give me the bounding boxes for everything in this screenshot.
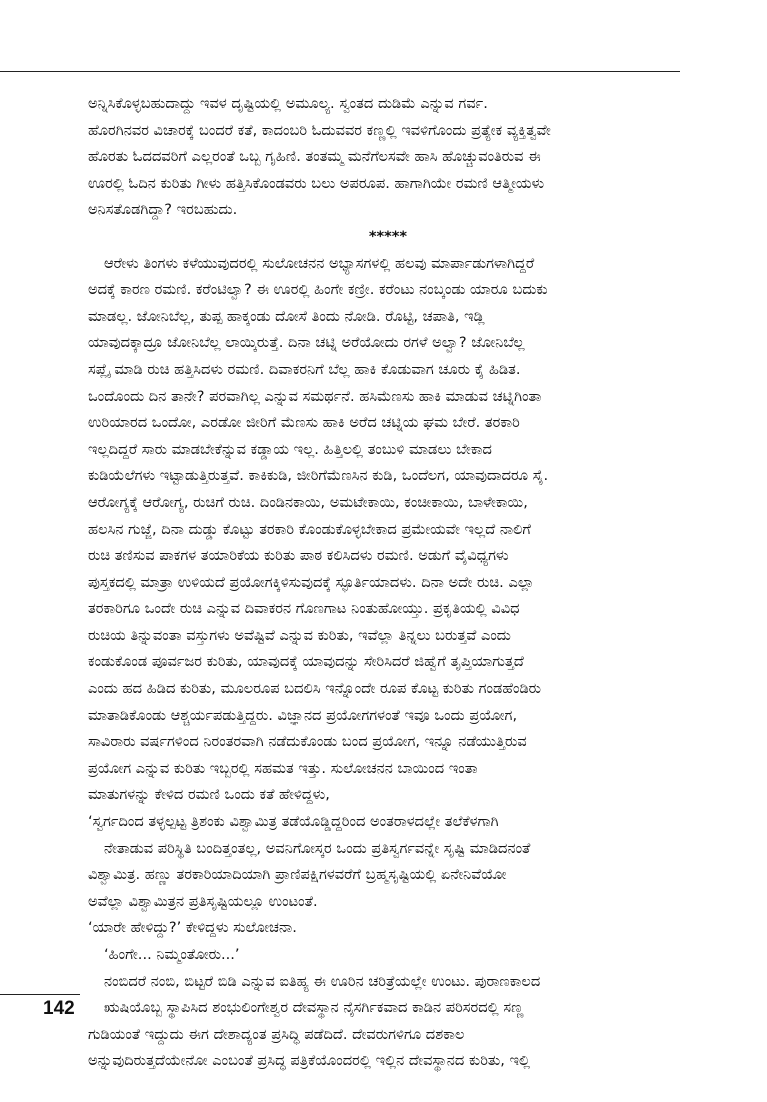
text-line: ಕುಡಿಯೆಲೆಗಳು ಇಟ್ಟಾಡುತ್ತಿರುತ್ತವೆ. ಕಾಕಿಕುಡಿ, ಜೀರಿಗೆಮೆಣಸಿನ ಕುಡಿ, ಒಂದೆಲಗ, ಯಾವುದಾದರೂ ಸೈ. [88,467,549,485]
text-line: ರುಚಿ ತಣಿಸುವ ಪಾಕಗಳ ತಯಾರಿಕೆಯ ಕುರಿತು ಪಾಠ ಕಲಿಸಿದಳು ರಮಣಿ. ಅಡುಗೆ ವೈವಿಧ್ಯಗಳು [88,547,509,565]
text-line [88,1075,688,1102]
text-line: ನಂಬಿದರೆ ನಂಬಿ, ಬಿಟ್ಟರೆ ಬಿಡಿ ಎನ್ನುವ ಐತಿಹ್ಯ ಈ ಊರಿನ ಚರಿತ್ರೆಯಲ್ಲೇ ಉಂಟು. ಪುರಾಣಕಾಲದ [104,972,541,990]
text-line: ಹೊರಗಿನವರ ವಿಚಾರಕ್ಕೆ ಬಂದರೆ ಕತೆ, ಕಾದಂಬರಿ ಓದುವವರ ಕಣ್ಣಲ್ಲಿ ಇವಳಿಗೊಂದು ಪ್ರತ್ಯೇಕ ವ್ಯಕ್ತಿತ್ವವೇ [88,121,551,139]
text-line: ಪುಸ್ತಕದಲ್ಲಿ ಮಾತ್ರಾ ಉಳಿಯದೆ ಪ್ರಯೋಗಕ್ಕಿಳಿಸುವುದಕ್ಕೆ ಸ್ಫೂರ್ತಿಯಾದಳು. ದಿನಾ ಅದೇ ರುಚಿ. ಎಲ್ಲಾ [88,573,535,591]
text-line: ಯಾವುದಕ್ಕಾದ್ರೂ ಜೋನಿಬೆಲ್ಲ ಲಾಯ್ಕಿರುತ್ತೆ. ದಿನಾ ಚಟ್ನಿ ಅರೆಯೋದು ರಗಳೆ ಅಲ್ವಾ? ಜೋನಿಬೆಲ್ಲ [88,334,525,352]
text-line: ‘ಹಿಂಗೇ... ನಿಮ್ಮಂತೋರು...’ [104,946,240,963]
text-line: ಕಂಡುಕೊಂಡ ಪೂರ್ವಜರ ಕುರಿತು, ಯಾವುದಕ್ಕೆ ಯಾವುದನ್ನು ಸೇರಿಸಿದರೆ ಜಿಹ್ವೆಗೆ ತೃಪ್ತಿಯಾಗುತ್ತದೆ [88,653,524,671]
text-line: ಹೊರತು ಓದದವರಿಗೆ ಎಲ್ಲರಂತೆ ಒಬ್ಬ ಗೃಹಿಣಿ. ತಂತಮ್ಮ ಮನೆಗೆಲಸವೇ ಹಾಸಿ ಹೊಚ್ಚುವಂತಿರುವ ಈ [88,148,541,166]
text-line: ಪ್ರಯೋಗ ಎನ್ನುವ ಕುರಿತು ಇಬ್ಬರಲ್ಲಿ ಸಹಮತ ಇತ್ತು. ಸುಲೋಚನನ ಬಾಯಿಂದ ಇಂತಾ [88,759,478,777]
text-line: ನೇತಾಡುವ ಪರಿಸ್ಥಿತಿ ಬಂದಿತ್ತಂತಲ್ಲ, ಅವನಿಗೋಸ್ಕರ ಒಂದು ಪ್ರತಿಸ್ವರ್ಗವನ್ನೇ ಸೃಷ್ಟಿ ಮಾಡಿದನಂತೆ [104,839,531,857]
text-line: ಅನಿಸತೊಡಗಿದ್ದಾ? ಇರಬಹುದು. [88,201,238,219]
text-line: ಆರೋಗ್ಯಕ್ಕೆ ಆರೋಗ್ಯ, ರುಚಿಗೆ ರುಚಿ. ದಿಂಡಿನಕಾಯಿ, ಅಮಟೇಕಾಯಿ, ಕಂಚೀಕಾಯಿ, ಬಾಳೇಕಾಯಿ, [88,493,528,511]
text-line: ಅದಕ್ಕೆ ಕಾರಣ ರಮಣಿ. ಕರೆಂಟಿಲ್ವಾ? ಈ ಊರಲ್ಲಿ ಹಿಂಗೇ ಕಣ್ರೀ. ಕರೆಂಟು ನಂಬ್ಕಂಡು ಯಾರೂ ಬದುಕು [88,281,548,299]
text-line: ಋಷಿಯೊಬ್ಬ ಸ್ಥಾಪಿಸಿದ ಶಂಭುಲಿಂಗೇಶ್ವರ ದೇವಸ್ಥಾನ ನೈಸರ್ಗಿಕವಾದ ಕಾಡಿನ ಪರಿಸರದಲ್ಲಿ ಸಣ್ಣ [104,999,524,1017]
text-line: ವಿಶ್ವಾಮಿತ್ರ. ಹಣ್ಣು ತರಕಾರಿಯಾದಿಯಾಗಿ ಪ್ರಾಣಿಪಕ್ಷಿಗಳವರೆಗೆ ಬ್ರಹ್ಮಸೃಷ್ಟಿಯಲ್ಲಿ ಏನೇನಿವೆಯೋ [88,866,507,884]
text-line: ಆರೇಳು ತಿಂಗಳು ಕಳೆಯುವುದರಲ್ಲಿ ಸುಲೋಚನನ ಅಭ್ಯಾಸಗಳಲ್ಲಿ ಹಲವು ಮಾರ್ಪಾಡುಗಳಾಗಿದ್ದರೆ [104,254,535,272]
text-line: ಅವೆಲ್ಲಾ ವಿಶ್ವಾಮಿತ್ರನ ಪ್ರತಿಸೃಷ್ಟಿಯಲ್ಲೂ ಉಂಟಂತೆ. [88,892,318,910]
page-text [88,91,688,1102]
text-line: ಇಲ್ಲದಿದ್ದರೆ ಸಾರು ಮಾಡಬೇಕೆನ್ನುವ ಕಡ್ಡಾಯ ಇಲ್ಲ. ಹಿತ್ತಿಲಲ್ಲಿ ತಂಬುಳಿ ಮಾಡಲು ಬೇಕಾದ [88,440,492,458]
text-line: ಗುಡಿಯಂತೆ ಇದ್ದುದು ಈಗ ದೇಶಾದ್ಯಂತ ಪ್ರಸಿದ್ಧಿ ಪಡೆದಿದೆ. ದೇವರುಗಳಿಗೂ ದಶಕಾಲ [88,1025,465,1043]
section-break: ***** [368,227,408,245]
text-line: ಸಪ್ಲೈ ಮಾಡಿ ರುಚಿ ಹತ್ತಿಸಿದಳು ರಮಣಿ. ದಿವಾಕರನಿಗೆ ಬೆಲ್ಲ ಹಾಕಿ ಕೊಡುವಾಗ ಚೂರು ಕೈ ಹಿಡಿತ. [88,360,521,378]
text-line: ಮಾಡಲ್ಲ. ಜೋನಿಬೆಲ್ಲ, ತುಪ್ಪ ಹಾಕ್ಕಂಡು ದೋಸೆ ತಿಂದು ನೋಡಿ. ರೊಟ್ಟಿ, ಚಪಾತಿ, ಇಡ್ಲಿ [88,307,485,325]
text-line: ರುಚಿಯ ತಿನ್ನುವಂತಾ ವಸ್ತುಗಳು ಅವೆಷ್ಟಿವೆ ಎನ್ನುವ ಕುರಿತು, ಇವೆಲ್ಲಾ ತಿನ್ನಲು ಬರುತ್ತವೆ ಎಂದು [88,626,511,644]
top-rule [0,71,680,72]
text-line: ಸಾವಿರಾರು ವರ್ಷಗಳಿಂದ ನಿರಂತರವಾಗಿ ನಡೆದುಕೊಂಡು ಬಂದ ಪ್ರಯೋಗ, ಇನ್ನೂ ನಡೆಯುತ್ತಿರುವ [88,733,527,751]
text-line: ಮಾತಾಡಿಕೊಂಡು ಆಶ್ಚರ್ಯಪಡುತ್ತಿದ್ದರು. ವಿಜ್ಞಾನದ ಪ್ರಯೋಗಗಳಂತೆ ಇವೂ ಒಂದು ಪ್ರಯೋಗ, [88,706,518,724]
text-line: ಮಾತುಗಳನ್ನು ಕೇಳಿದ ರಮಣಿ ಒಂದು ಕತೆ ಹೇಳಿದ್ದಳು, [88,786,330,804]
text-line: ಹಲಸಿನ ಗುಜ್ಜೆ, ದಿನಾ ದುಡ್ಡು ಕೊಟ್ಟು ತರಕಾರಿ ಕೊಂಡುಕೊಳ್ಳಬೇಕಾದ ಪ್ರಮೇಯವೇ ಇಲ್ಲದೆ ನಾಲಿಗೆ [88,520,531,538]
text-line: ಒಂದೊಂದು ದಿನ ತಾನೇ? ಪರವಾಗಿಲ್ಲ ಎನ್ನುವ ಸಮರ್ಥನೆ. ಹಸಿಮೆಣಸು ಹಾಕಿ ಮಾಡುವ ಚಟ್ನಿಗಿಂತಾ [88,387,542,405]
text-line: ಅನ್ನಿಸಿಕೊಳ್ಳಬಹುದಾದ್ದು ಇವಳ ದೃಷ್ಟಿಯಲ್ಲಿ ಅಮೂಲ್ಯ. ಸ್ವಂತದ ದುಡಿಮೆ ಎನ್ನುವ ಗರ್ವ. [88,95,488,112]
page-number: 142 [43,998,75,1019]
text-line: ಉರಿಯಾರದ ಒಂದೋ, ಎರಡೋ ಜೀರಿಗೆ ಮೆಣಸು ಹಾಕಿ ಅರೆದ ಚಟ್ನಿಯ ಘಮ ಬೇರೆ. ತರಕಾರಿ [88,414,520,432]
text-line: ‘ಯಾರೇ ಹೇಳಿದ್ದು?’ ಕೇಳಿದ್ದಳು ಸುಲೋಚನಾ. [88,919,297,937]
text-line: ತರಕಾರಿಗೂ ಒಂದೇ ರುಚಿ ಎನ್ನುವ ದಿವಾಕರನ ಗೊಣಗಾಟ ನಿಂತುಹೋಯ್ತು. ಪ್ರಕೃತಿಯಲ್ಲಿ ವಿವಿಧ [88,600,520,618]
text-line: ಎಂದು ಹದ ಹಿಡಿದ ಕುರಿತು, ಮೂಲರೂಪ ಬದಲಿಸಿ ಇನ್ನೊಂದೇ ರೂಪ ಕೊಟ್ಟ ಕುರಿತು ಗಂಡಹೆಂಡಿರು [88,680,542,698]
text-line: ಅನ್ನುವುದಿರುತ್ತದೆಯೇನೋ ಎಂಬಂತೆ ಪ್ರಸಿದ್ಧ ಪತ್ರಿಕೆಯೊಂದರಲ್ಲಿ ಇಲ್ಲಿನ ದೇವಸ್ಥಾನದ ಕುರಿತು, ಇಲ್ಲಿ [88,1052,531,1070]
footer-rule [0,994,80,995]
text-line: ಊರಲ್ಲಿ ಓದಿನ ಕುರಿತು ಗೀಳು ಹತ್ತಿಸಿಕೊಂಡವರು ಬಲು ಅಪರೂಪ. ಹಾಗಾಗಿಯೇ ರಮಣಿ ಆತ್ಮೀಯಳು [88,174,545,192]
text-line: ‘ಸ್ವರ್ಗದಿಂದ ತಳ್ಳಲ್ಪಟ್ಟ ತ್ರಿಶಂಕು ವಿಶ್ವಾಮಿತ್ರ ತಡೆಯೊಡ್ಡಿದ್ದರಿಂದ ಅಂತರಾಳದಲ್ಲೇ ತಲೆಕೆಳಗಾಗಿ [88,813,499,831]
